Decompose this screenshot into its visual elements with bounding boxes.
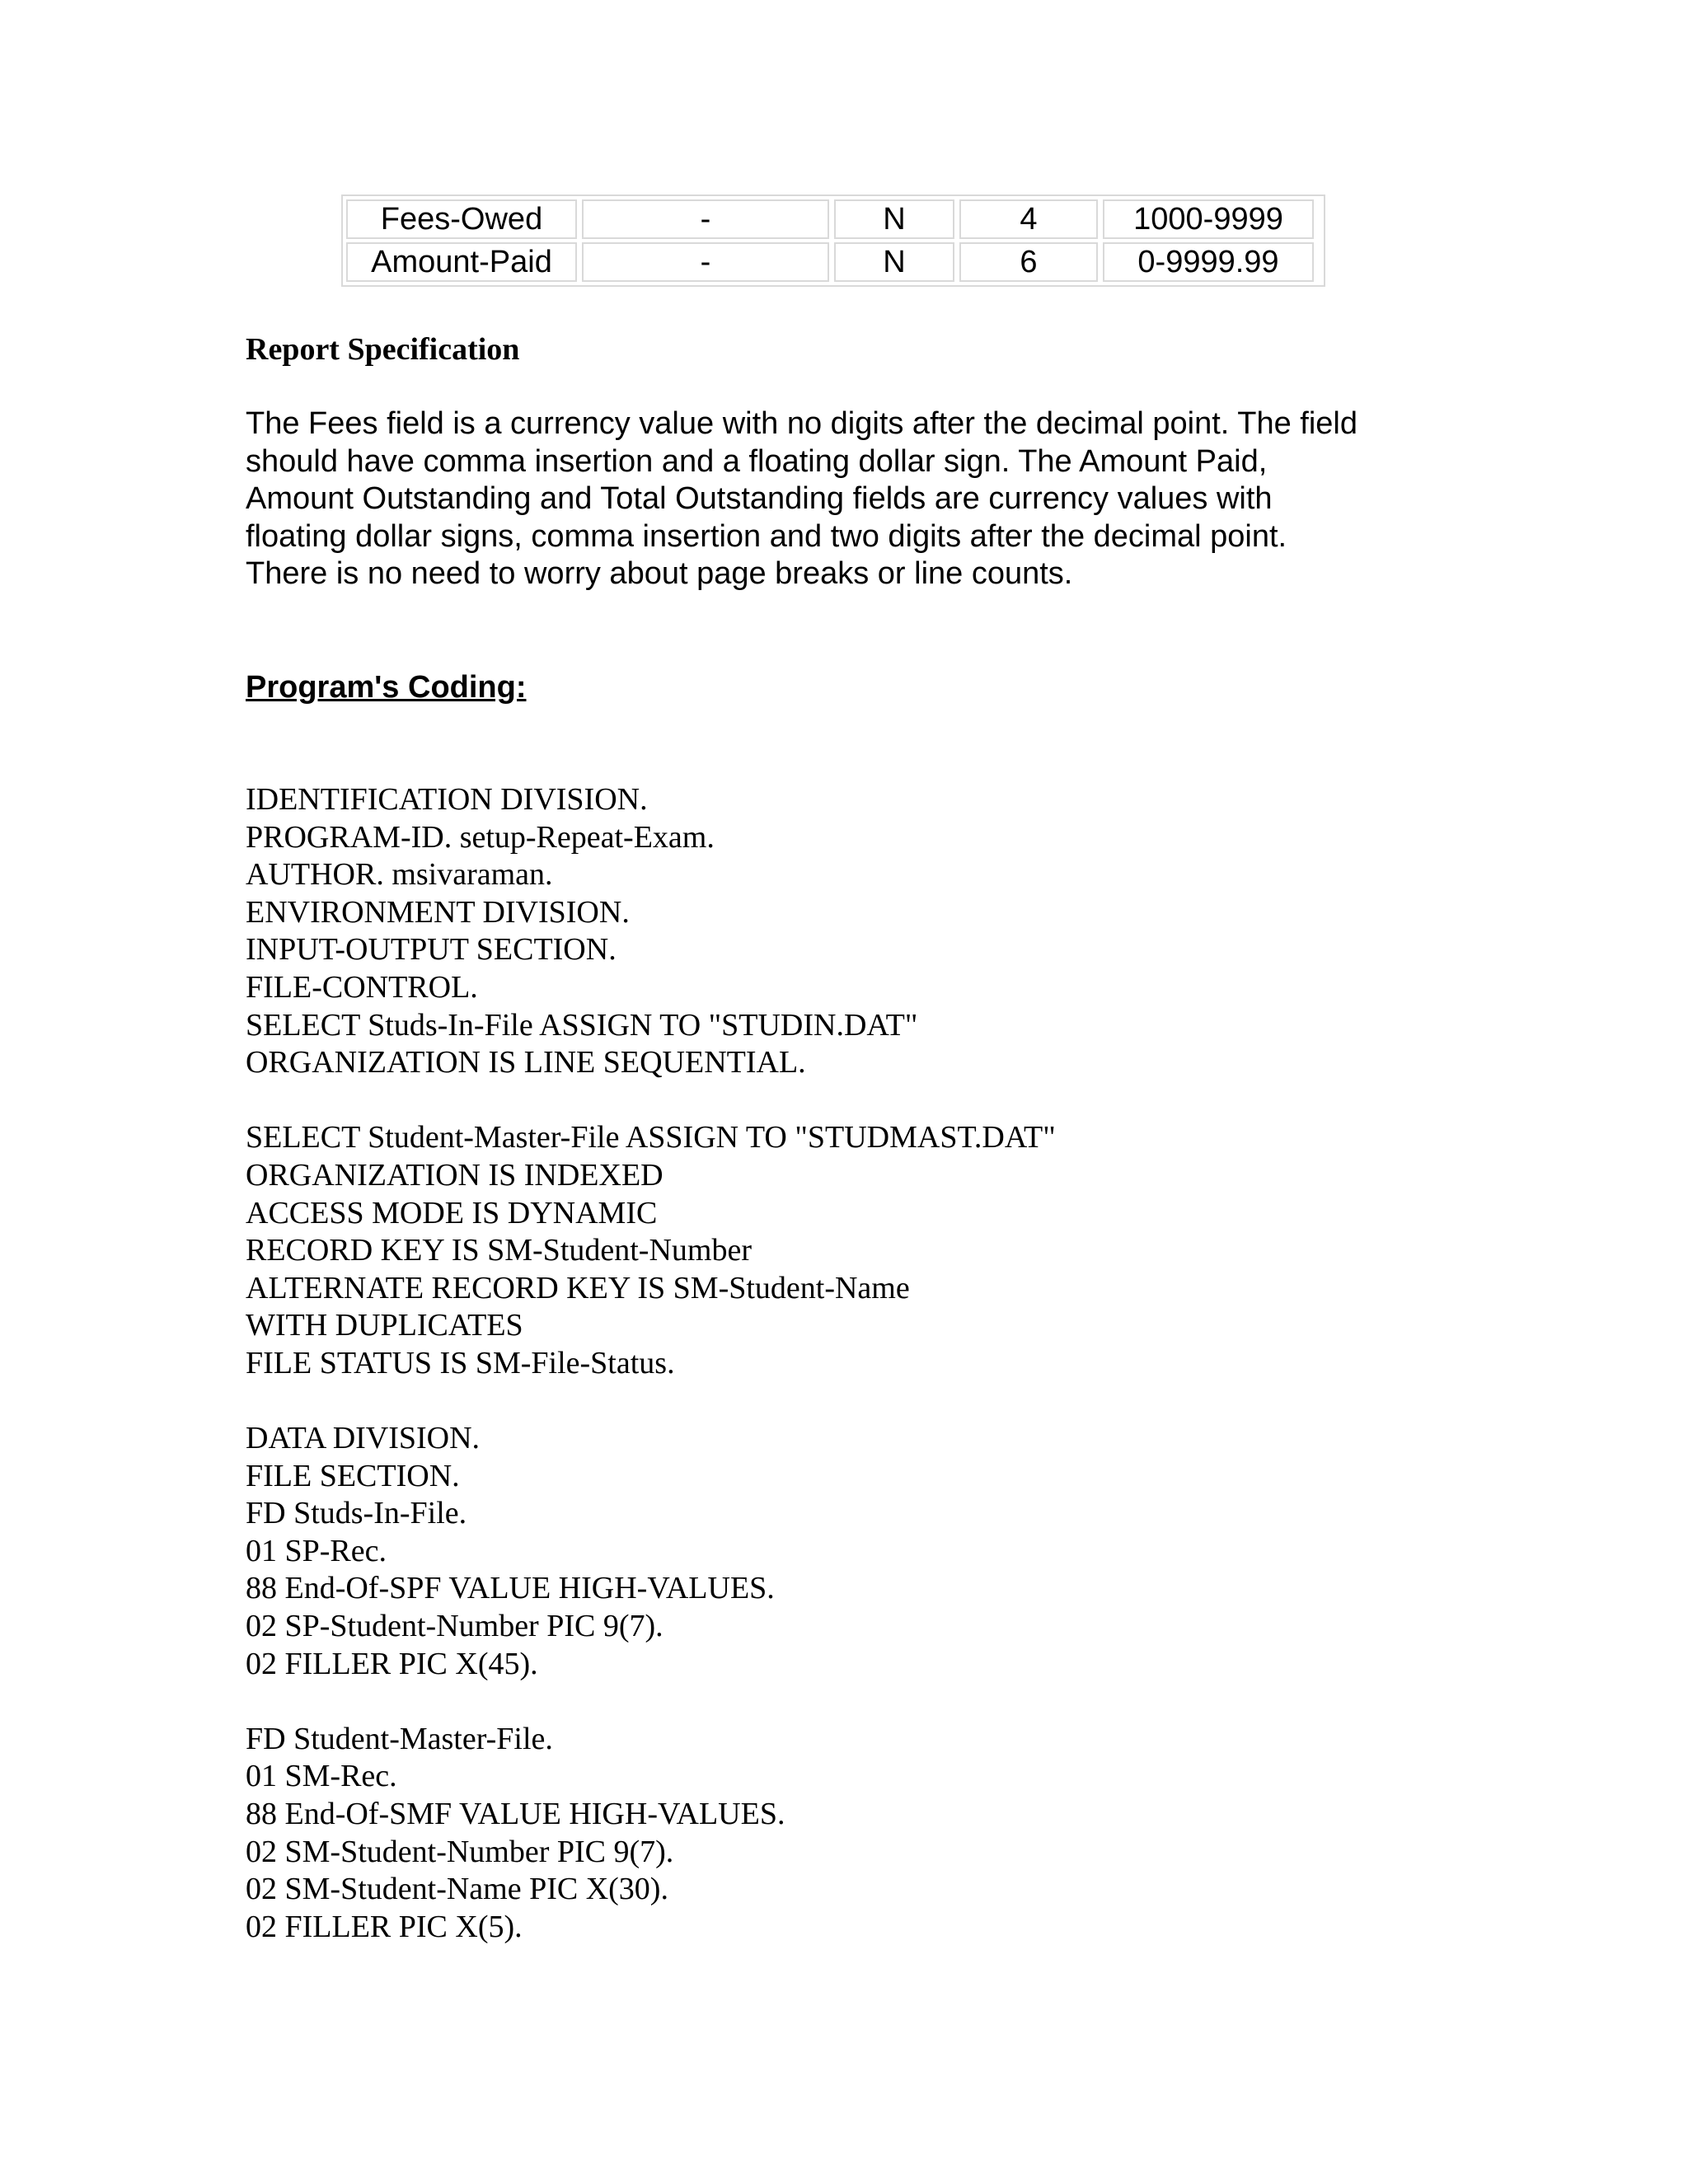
- code-line: WITH DUPLICATES: [246, 1308, 523, 1343]
- code-line: 02 SM-Student-Name PIC X(30).: [246, 1872, 668, 1907]
- code-line: SELECT Student-Master-File ASSIGN TO "STUDMAST.DAT": [246, 1120, 1056, 1155]
- code-line: 02 FILLER PIC X(5).: [246, 1909, 523, 1944]
- table-cell-field-name: Fees-Owed: [346, 199, 577, 239]
- paragraph-line: There is no need to worry about page breaks or line counts.: [246, 556, 1073, 591]
- table-cell-length: 6: [959, 242, 1098, 282]
- code-line: FILE SECTION.: [246, 1458, 460, 1493]
- code-line: 88 End-Of-SPF VALUE HIGH-VALUES.: [246, 1571, 775, 1606]
- code-line: PROGRAM-ID. setup-Repeat-Exam.: [246, 819, 715, 855]
- table-row: [346, 199, 1320, 239]
- table-cell-type: N: [834, 242, 954, 282]
- table-cell-type: N: [834, 199, 954, 239]
- paragraph-line: floating dollar signs, comma insertion and two digits after the decimal point.: [246, 518, 1287, 554]
- blank-line: [246, 1082, 1056, 1120]
- code-line: DATA DIVISION.: [246, 1421, 481, 1456]
- code-line: 88 End-Of-SMF VALUE HIGH-VALUES.: [246, 1797, 785, 1832]
- code-line: ALTERNATE RECORD KEY IS SM-Student-Name: [246, 1270, 910, 1305]
- code-line: 02 FILLER PIC X(45).: [246, 1646, 538, 1681]
- blank-line: [246, 1383, 1056, 1421]
- report-specification-paragraph: [246, 405, 1449, 593]
- code-line: 02 SM-Student-Number PIC 9(7).: [246, 1834, 674, 1869]
- paragraph-line: Amount Outstanding and Total Outstanding fields are currency values with: [246, 481, 1273, 516]
- table-cell-range: 0-9999.99: [1103, 242, 1314, 282]
- table-cell: -: [582, 199, 829, 239]
- programs-coding-heading: Program's Coding:: [246, 670, 527, 705]
- paragraph-line: should have comma insertion and a floating dollar sign. The Amount Paid,: [246, 443, 1268, 479]
- code-line: ORGANIZATION IS LINE SEQUENTIAL.: [246, 1045, 806, 1080]
- report-specification-heading: Report Specification: [246, 332, 520, 367]
- code-line: ENVIRONMENT DIVISION.: [246, 894, 630, 930]
- cobol-code-listing: [246, 781, 1056, 1946]
- code-line: FD Studs-In-File.: [246, 1496, 467, 1531]
- paragraph-line: The Fees field is a currency value with no digits after the decimal point. The field: [246, 406, 1357, 441]
- code-line: 01 SM-Rec.: [246, 1759, 397, 1794]
- table-cell-range: 1000-9999: [1103, 199, 1314, 239]
- code-line: FD Student-Master-File.: [246, 1721, 553, 1756]
- table-row: [346, 242, 1320, 282]
- code-line: AUTHOR. msivaraman.: [246, 857, 553, 893]
- field-definition-table: [341, 194, 1325, 287]
- table-cell-length: 4: [959, 199, 1098, 239]
- code-line: FILE STATUS IS SM-File-Status.: [246, 1345, 675, 1380]
- table-cell: -: [582, 242, 829, 282]
- code-line: ORGANIZATION IS INDEXED: [246, 1157, 663, 1193]
- code-line: SELECT Studs-In-File ASSIGN TO "STUDIN.DAT": [246, 1007, 918, 1043]
- code-line: 01 SP-Rec.: [246, 1533, 387, 1568]
- code-line: RECORD KEY IS SM-Student-Number: [246, 1233, 752, 1268]
- table-cell-field-name: Amount-Paid: [346, 242, 577, 282]
- code-line: FILE-CONTROL.: [246, 969, 478, 1005]
- blank-line: [246, 1683, 1056, 1721]
- code-line: 02 SP-Student-Number PIC 9(7).: [246, 1609, 663, 1644]
- code-line: IDENTIFICATION DIVISION.: [246, 782, 648, 817]
- code-line: INPUT-OUTPUT SECTION.: [246, 932, 617, 968]
- code-line: ACCESS MODE IS DYNAMIC: [246, 1195, 658, 1230]
